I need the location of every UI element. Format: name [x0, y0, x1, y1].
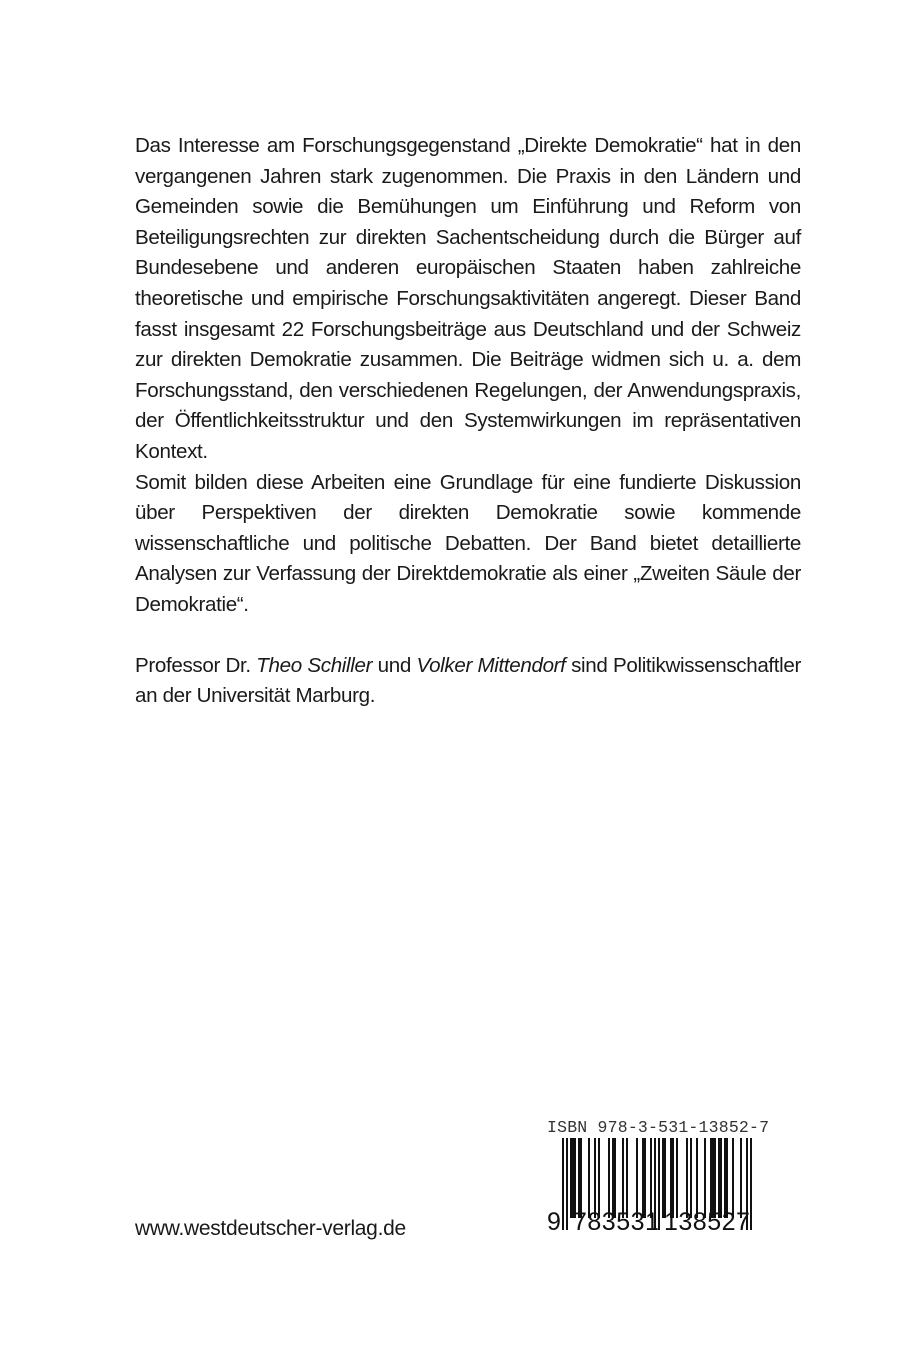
author-name-2: Volker Mittendorf — [416, 653, 566, 677]
author-bio-prefix: Professor Dr. — [135, 653, 257, 677]
publisher-url: www.westdeutscher-verlag.de — [135, 1217, 406, 1240]
author-bio — [135, 651, 801, 712]
barcode-digits-right: 138527 — [664, 1208, 751, 1236]
barcode-digit-first: 9 — [547, 1208, 562, 1236]
author-name-1: Theo Schiller — [256, 653, 373, 677]
blurb-paragraph-2: Somit bilden diese Arbeiten eine Grundlage für eine fundierte Diskussion über Perspektiven der direkten Demokratie sowie kommende wissenschaftliche und politische Debatten. Der Band bietet detaillierte Analysen zur Verfassung der Direktdemokratie als einer „Zweiten Säule der Demokratie“. — [135, 470, 801, 616]
paragraph-gap — [135, 621, 801, 651]
back-cover-blurb — [135, 131, 801, 712]
isbn-label: ISBN 978-3-531-13852-7 — [547, 1118, 770, 1137]
author-bio-connector: und — [372, 653, 417, 677]
author-bio-suffix: sind Politikwissenschaftler an der Universität Marburg. — [135, 653, 801, 708]
barcode-digits-left: 783531 — [573, 1208, 660, 1236]
blurb-paragraph-1: Das Interesse am Forschungsgegenstand „Direkte Demokratie“ hat in den vergangenen Jahren stark zugenommen. Die Praxis in den Ländern und Gemeinden sowie die Bemühungen um Einführung und Reform von Beteiligungsrechten zur direkten Sachentscheidung durch die Bürger auf Bundesebene und anderen europäischen Staaten haben zahlreiche theoretische und empirische Forschungsaktivitäten angeregt. Dieser Band fasst insgesamt 22 Forschungsbeiträge aus Deutschland und der Schweiz zur direkten Demokratie zusammen. Die Beiträge widmen sich u. a. dem Forschungsstand, den verschiedenen Regelungen, der Anwendungspraxis, der Öffentlichkeitsstruktur und den Systemwirkungen im repräsentativen Kontext. — [135, 134, 801, 463]
isbn-barcode — [540, 1118, 770, 1246]
